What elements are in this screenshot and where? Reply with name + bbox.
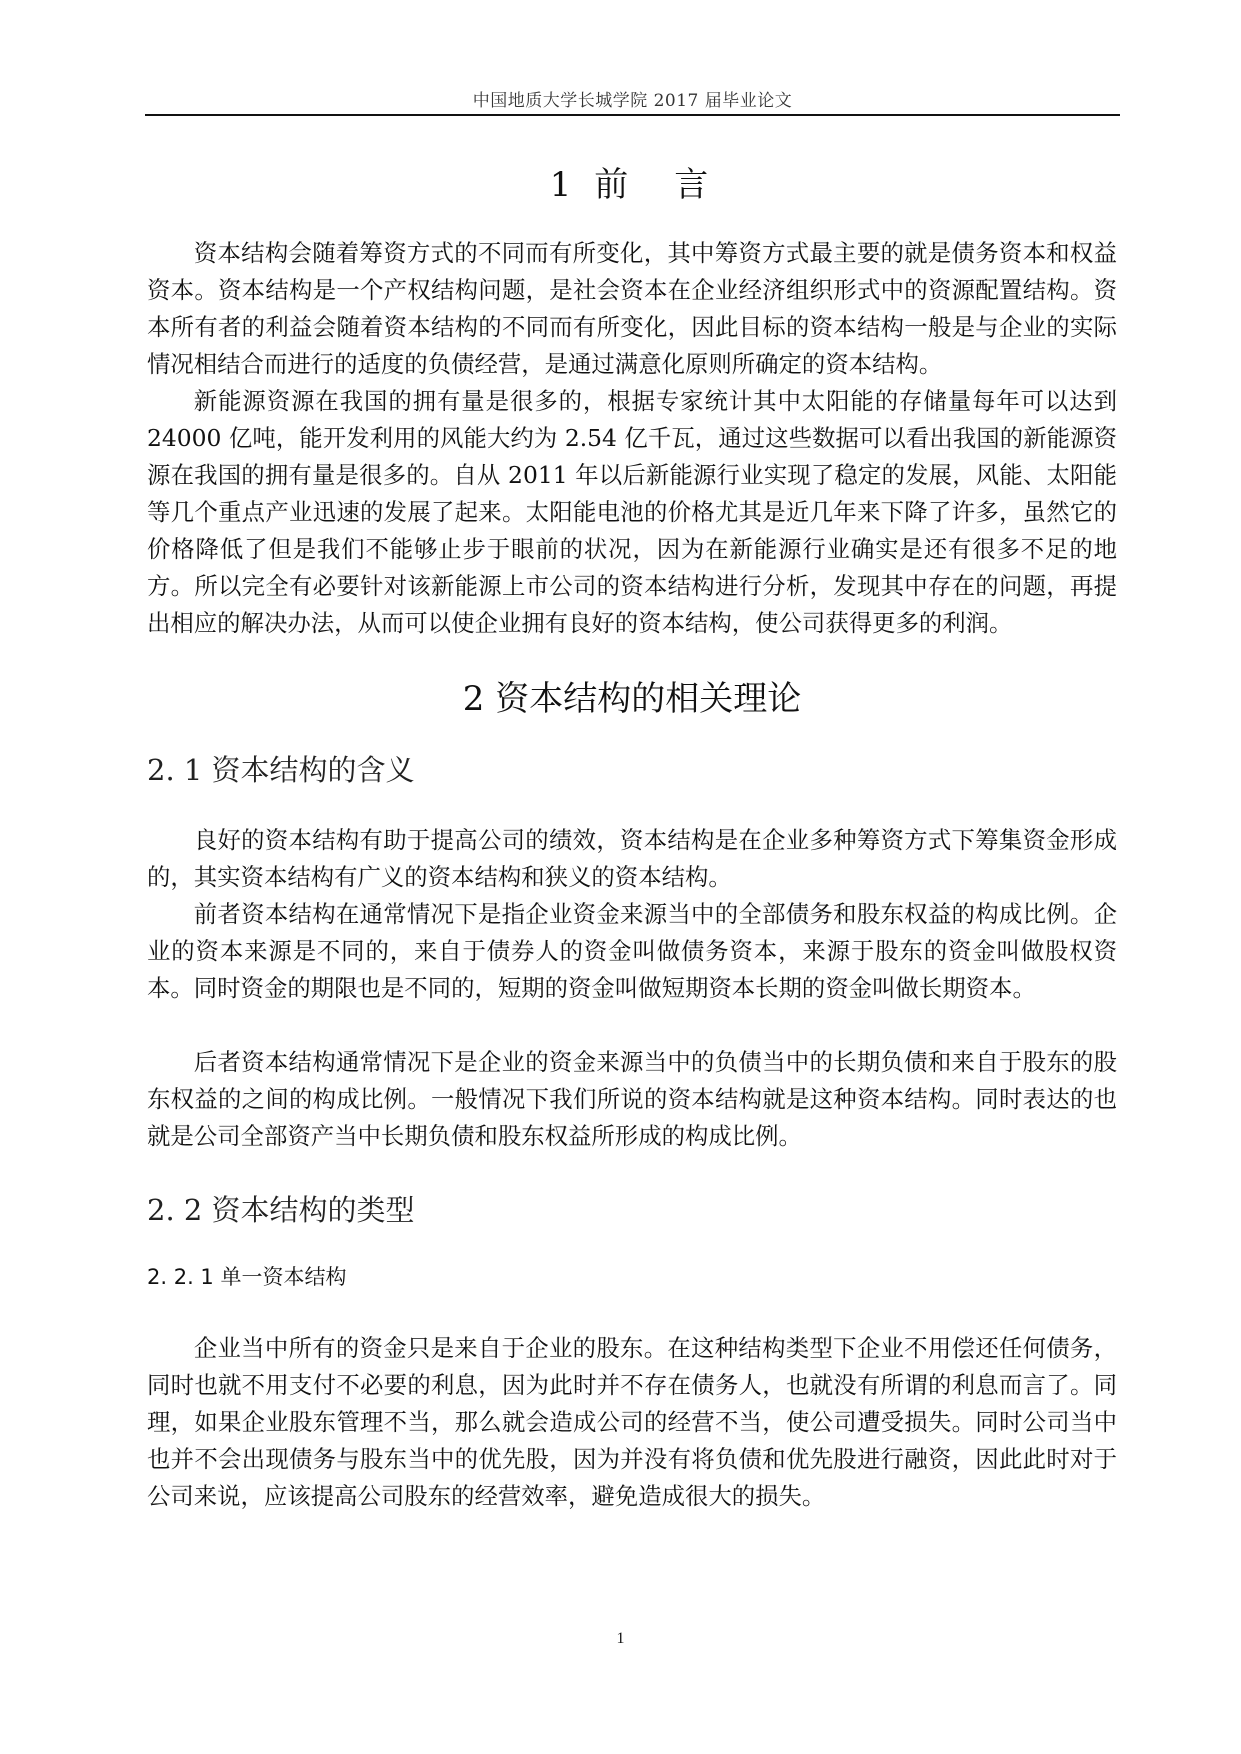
section-2-2-title: 2. 2 资本结构的类型: [147, 1193, 415, 1227]
section-2-1-paragraph-1: 良好的资本结构有助于提高公司的绩效，资本结构是在企业多种筹资方式下筹集资金形成的，其实资本结构有广义的资本结构和狭义的资本结构。: [147, 826, 1117, 891]
page-number: 1: [616, 1630, 625, 1647]
header-rule: [145, 114, 1120, 116]
section-2-1-title: 2. 1 资本结构的含义: [147, 753, 415, 787]
running-header: 中国地质大学长城学院 2017 届毕业论文: [472, 91, 793, 111]
chapter-2-title: 2 资本结构的相关理论: [462, 679, 802, 719]
chapter-1-title: 1 前 言: [549, 165, 715, 205]
section-2-1-paragraph-3: 后者资本结构通常情况下是企业的资金来源当中的负债当中的长期负债和来自于股东的股东权益的之间的构成比例。一般情况下我们所说的资本结构就是这种资本结构。同时表达的也就是公司全部资产当中长期负债和股东权益所形成的构成比例。: [147, 1048, 1117, 1150]
chapter-1-paragraph-2: 新能源资源在我国的拥有量是很多的，根据专家统计其中太阳能的存储量每年可以达到 24000 亿吨，能开发利用的风能大约为 2.54 亿千瓦，通过这些数据可以看出我国的新能源资源在我国的拥有量是很多的。自从 2011 年以后新能源行业实现了稳定的发展，风能、太阳能等几个重点产业迅速的发展了起来。太阳能电池的价格尤其是近几年来下降了许多，虽然它的价格降低了但是我们不能够止步于眼前的状况，因为在新能源行业确实是还有很多不足的地方。所以完全有必要针对该新能源上市公司的资本结构进行分析，发现其中存在的问题，再提出相应的解决办法，从而可以使企业拥有良好的资本结构，使公司获得更多的利润。: [147, 387, 1117, 637]
section-2-2-1-title: 2. 2. 1 单一资本结构: [147, 1265, 347, 1289]
section-2-2-1-paragraph-1: 企业当中所有的资金只是来自于企业的股东。在这种结构类型下企业不用偿还任何债务，同时也就不用支付不必要的利息，因为此时并不存在债务人，也就没有所谓的利息而言了。同理，如果企业股东管理不当，那么就会造成公司的经营不当，使公司遭受损失。同时公司当中也并不会出现债务与股东当中的优先股，因为并没有将负债和优先股进行融资，因此此时对于公司来说，应该提高公司股东的经营效率，避免造成很大的损失。: [147, 1334, 1117, 1510]
chapter-1-paragraph-1: 资本结构会随着筹资方式的不同而有所变化，其中筹资方式最主要的就是债务资本和权益资本。资本结构是一个产权结构问题，是社会资本在企业经济组织形式中的资源配置结构。资本所有者的利益会随着资本结构的不同而有所变化，因此目标的资本结构一般是与企业的实际情况相结合而进行的适度的负债经营，是通过满意化原则所确定的资本结构。: [147, 239, 1117, 378]
section-2-1-paragraph-2: 前者资本结构在通常情况下是指企业资金来源当中的全部债务和股东权益的构成比例。企业的资本来源是不同的，来自于债券人的资金叫做债务资本，来源于股东的资金叫做股权资本。同时资金的期限也是不同的，短期的资金叫做短期资本长期的资金叫做长期资本。: [147, 900, 1117, 1002]
